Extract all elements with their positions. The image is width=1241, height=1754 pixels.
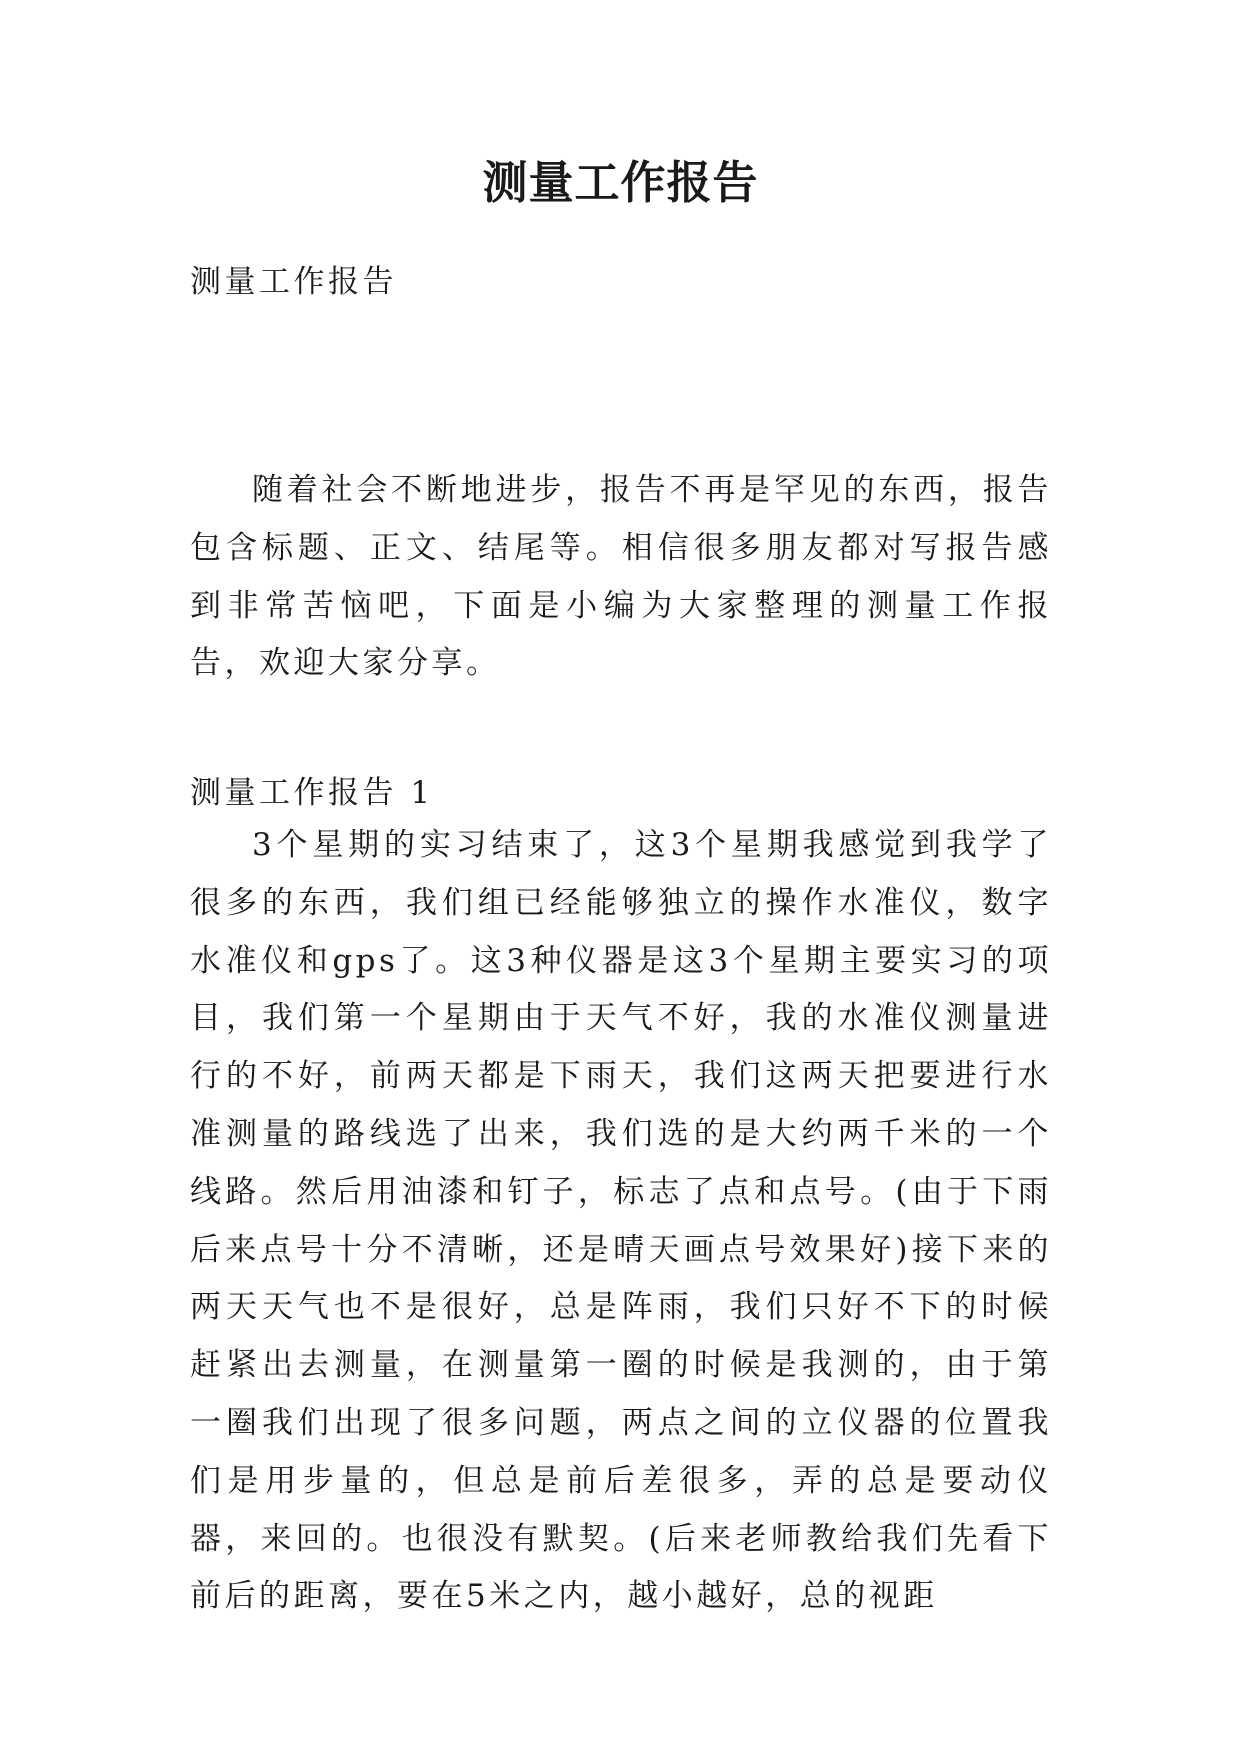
document-title: 测量工作报告	[482, 156, 759, 209]
section-heading: 测量工作报告 1	[190, 775, 434, 811]
document-subtitle: 测量工作报告	[190, 264, 397, 300]
section-body-paragraph: 3个星期的实习结束了，这3个星期我感觉到我学了很多的东西，我们组已经能够独立的操作水准仪，数字水准仪和gps了。这3种仪器是这3个星期主要实习的项目，我们第一个星期由于天气不好，我的水准仪测量进行的不好，前两天都是下雨天，我们这两天把要进行水准测量的路线选了出来，我们选的是大约两千米的一个线路。然后用油漆和钉子，标志了点和点号。(由于下雨后来点号十分不清晰，还是晴天画点号效果好)接下来的两天天气也不是很好，总是阵雨，我们只好不下的时候赶紧出去测量，在测量第一圈的时候是我测的，由于第一圈我们出现了很多问题，两点之间的立仪器的位置我们是用步量的，但总是前后差很多，弄的总是要动仪器，来回的。也很没有默契。(后来老师教给我们先看下前后的距离，要在5米之内，越小越好，总的视距	[190, 827, 1052, 1615]
intro-paragraph: 随着社会不断地进步，报告不再是罕见的东西，报告包含标题、正文、结尾等。相信很多朋友都对写报告感到非常苦恼吧，下面是小编为大家整理的测量工作报告，欢迎大家分享。	[190, 472, 1052, 682]
